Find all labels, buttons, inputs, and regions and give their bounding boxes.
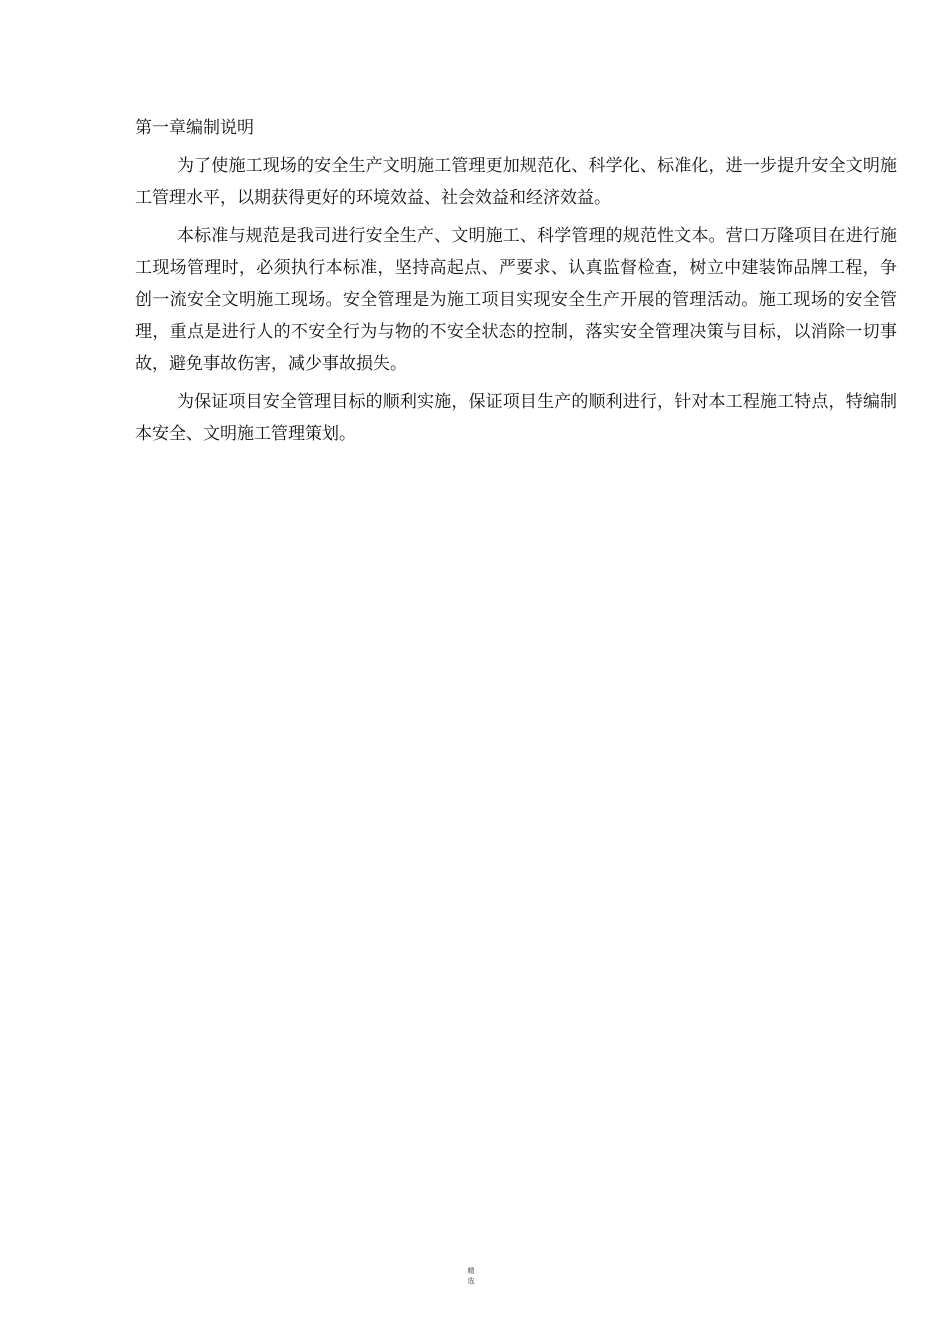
chapter-heading: 第一章编制说明 bbox=[135, 118, 254, 138]
document-body bbox=[135, 150, 897, 456]
footer-mark-line-1: 精 bbox=[467, 1267, 475, 1275]
footer-mark bbox=[460, 1266, 482, 1286]
paragraph-2: 本标准与规范是我司进行安全生产、文明施工、科学管理的规范性文本。营口万隆项目在进行施工现场管理时，必须执行本标准，坚持高起点、严要求、认真监督检查，树立中建装饰品牌工程，争创一流安全文明施工现场。安全管理是为施工项目实现安全生产开展的管理活动。施工现场的安全管理，重点是进行人的不安全行为与物的不安全状态的控制，落实安全管理决策与目标，以消除一切事故，避免事故伤害，减少事故损失。 bbox=[135, 226, 897, 374]
footer-mark-line-2: 选 bbox=[467, 1277, 475, 1285]
paragraph-3: 为保证项目安全管理目标的顺利实施，保证项目生产的顺利进行，针对本工程施工特点，特编制本安全、文明施工管理策划。 bbox=[135, 392, 897, 444]
paragraph-1: 为了使施工现场的安全生产文明施工管理更加规范化、科学化、标准化，进一步提升安全文明施工管理水平，以期获得更好的环境效益、社会效益和经济效益。 bbox=[135, 156, 897, 208]
